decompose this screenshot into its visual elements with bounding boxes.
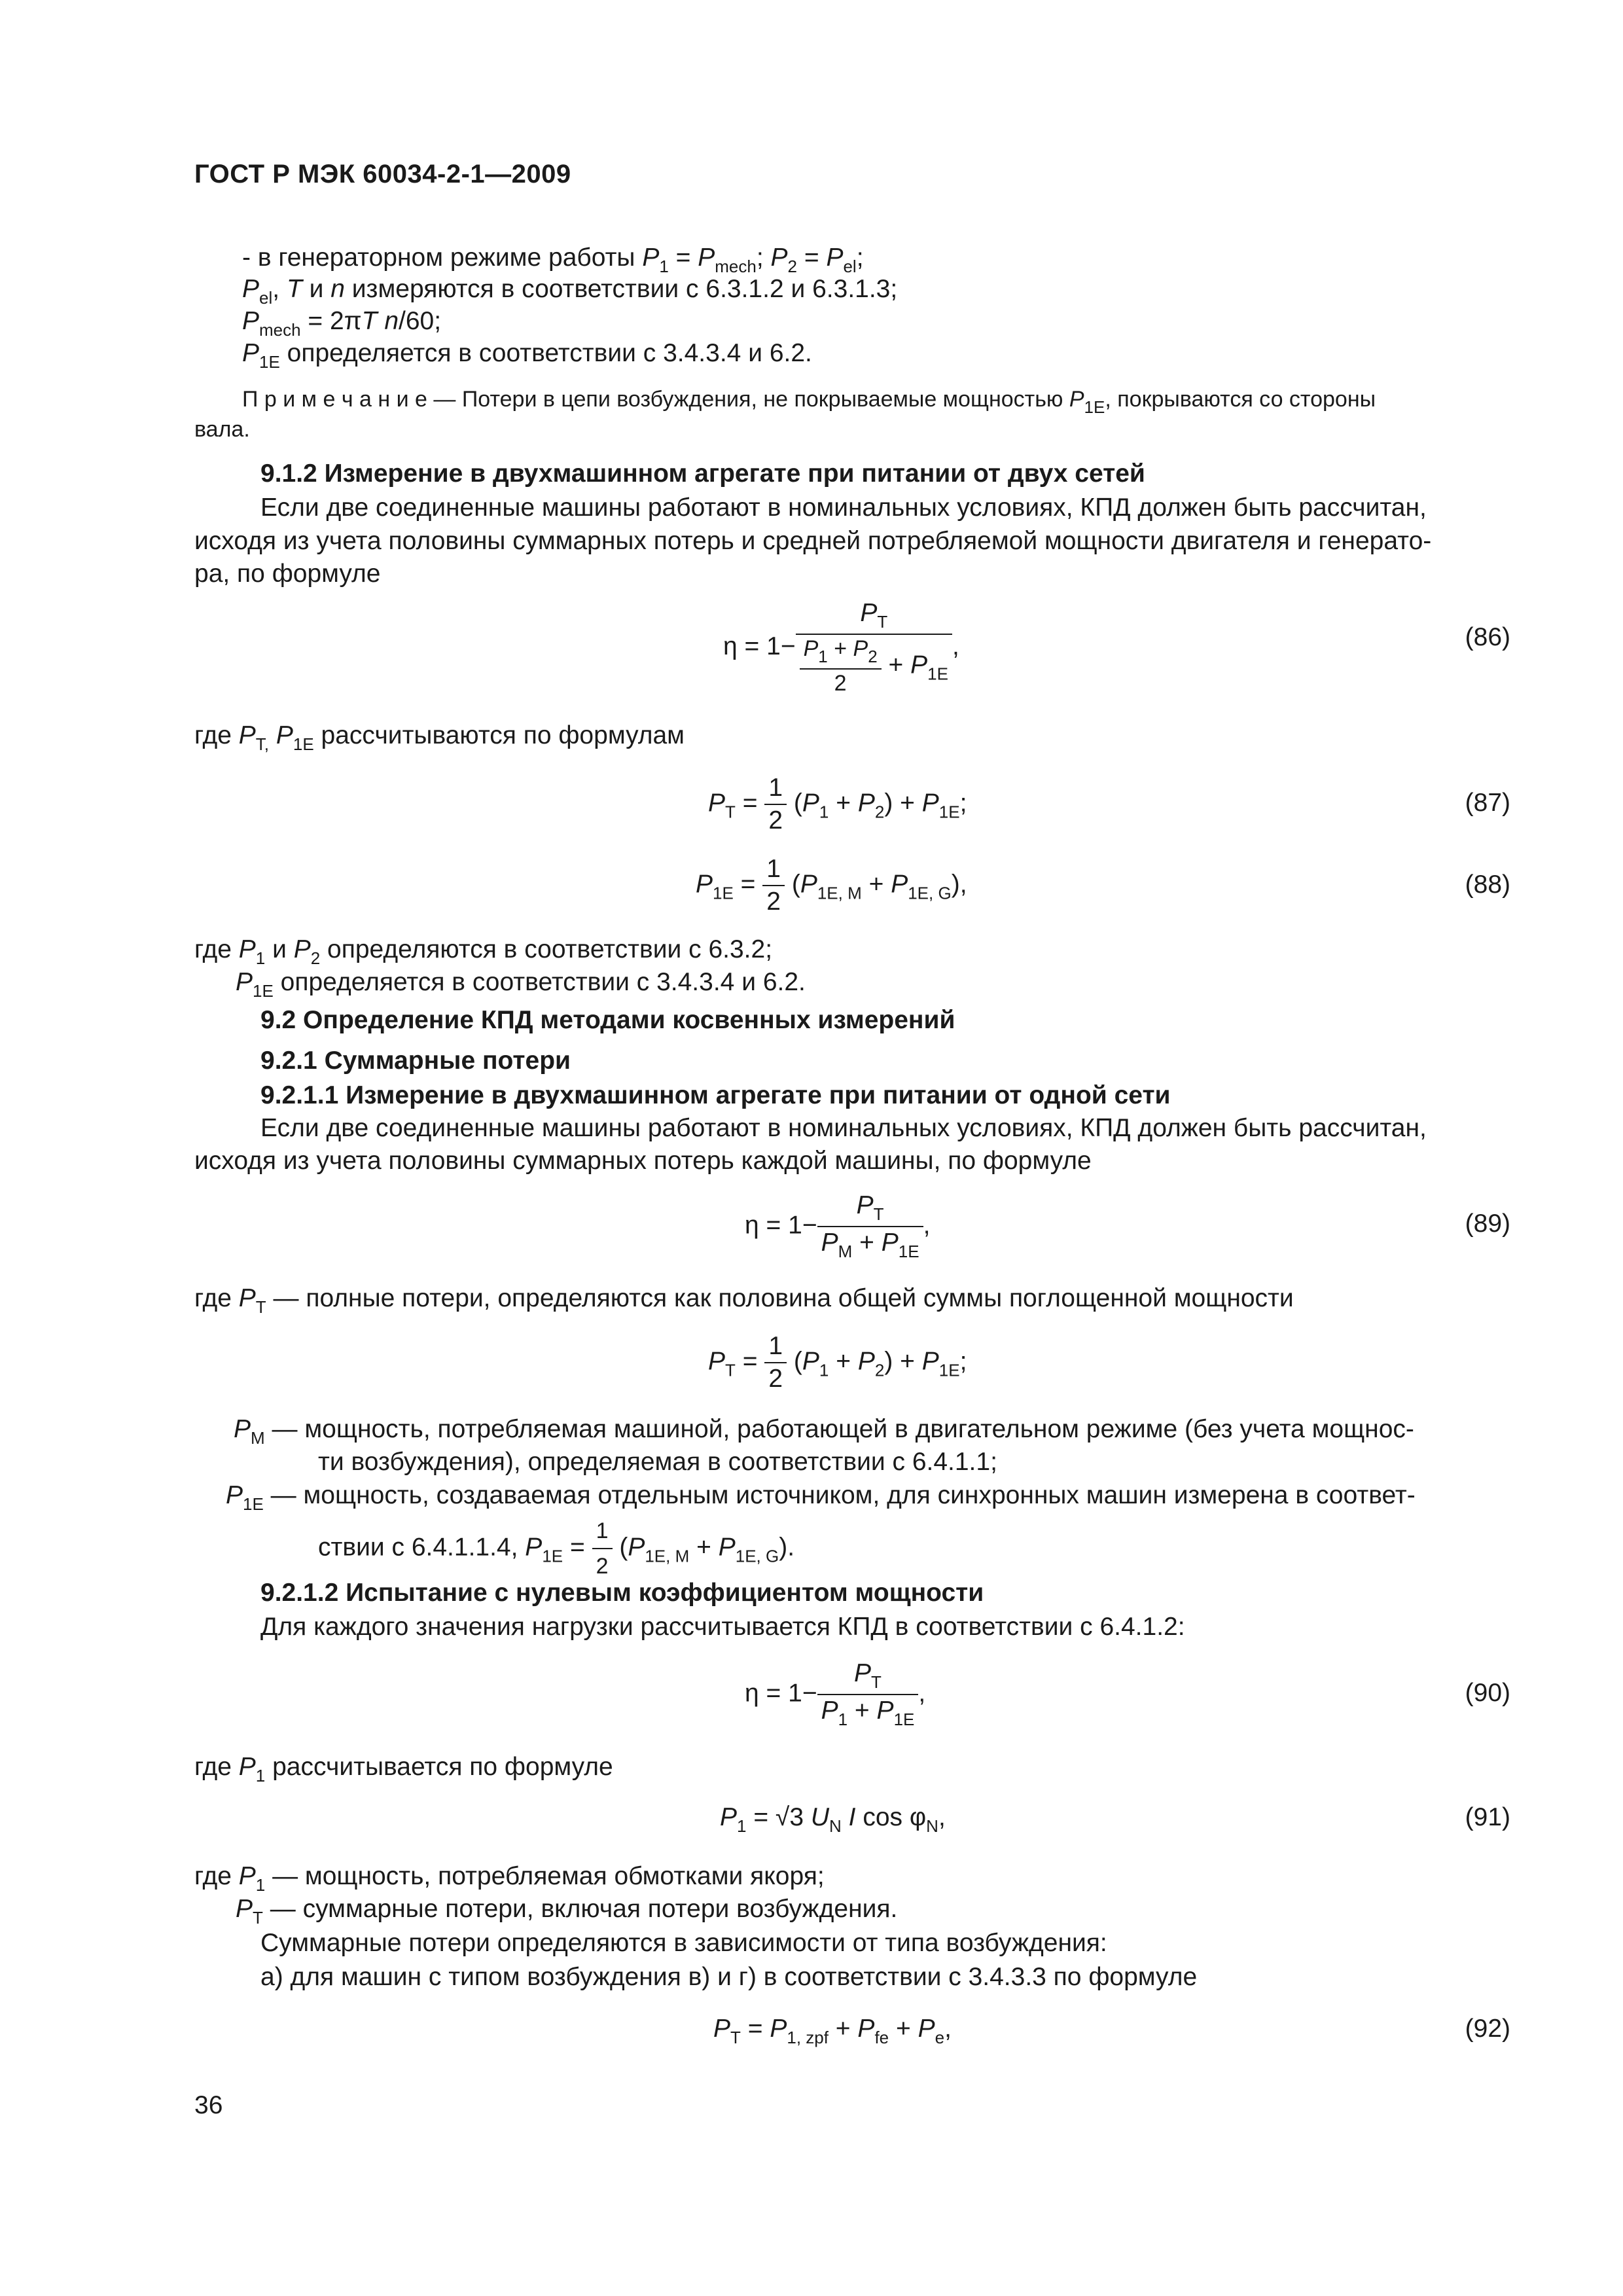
text-line: где $P_1$ и $P_2$ определяются в соответствии с 6.3.2; (194, 935, 773, 968)
text-line: - в генераторном режиме работы $P_1 = P_{mech}$; $P_2 = P_{el}$; (242, 243, 864, 276)
equation-91: $P_1 = √3$ $U_N$ I $\cos \varphi_N$, (720, 1803, 946, 1836)
equation-number: (89) (1465, 1210, 1510, 1238)
paragraph-line: исходя из учета половины суммарных потерь и средней потребляемой мощности двигателя и генерато- (194, 527, 1432, 555)
section-heading-9-1-2: 9.1.2 Измерение в двухмашинном агрегате при питании от двух сетей (260, 459, 1145, 488)
text-line: ти возбуждения), определяемая в соответствии с 6.4.1.1; (318, 1448, 997, 1476)
section-heading-9-2: 9.2 Определение КПД методами косвенных измерений (260, 1006, 955, 1034)
text-line: $P_T$ — суммарные потери, включая потери возбуждения. (236, 1895, 898, 1928)
equation-number: (90) (1465, 1679, 1510, 1707)
text-line: $P_{el}$, T и n измеряются в соответствии с 6.3.1.2 и 6.3.1.3; (242, 275, 898, 308)
section-heading-9-2-1: 9.2.1 Суммарные потери (260, 1047, 571, 1075)
paragraph-line: Если две соединенные машины работают в номинальных условиях, КПД должен быть рассчитан, (260, 1114, 1427, 1142)
paragraph-line: а) для машин с типом возбуждения в) и г) в соответствии с 3.4.3.3 по формуле (260, 1963, 1198, 1991)
paragraph-line: ра, по формуле (194, 560, 381, 588)
equation-88: $P_{1E}$ = $\frac{1}{2}$ $(P_{1E, M} + P_{1E, G})$, (696, 855, 967, 916)
paragraph-line: Если две соединенные машины работают в номинальных условиях, КПД должен быть рассчитан, (260, 493, 1427, 522)
text-line: где $P_{T,}$ $P_{1E}$ рассчитываются по формулам (194, 721, 685, 754)
paragraph-line: Суммарные потери определяются в зависимости от типа возбуждения: (260, 1929, 1107, 1957)
page-number: 36 (194, 2091, 223, 2119)
text-line: ствии с 6.4.1.1.4, $P_{1E}$ = $\frac{1}{2}$ $(P_{1E, M} + P_{1E, G})$. (318, 1515, 794, 1582)
text-line: $P_{1E}$ определяется в соответствии с 3.4.3.4 и 6.2. (242, 339, 812, 372)
equation-92: $P_T = P_{1, zpf} + P_{fe} + P_e$, (713, 2015, 952, 2047)
equation-number: (87) (1465, 789, 1510, 817)
equation-number: (92) (1465, 2015, 1510, 2043)
paragraph-line: исходя из учета половины суммарных потерь каждой машины, по формуле (194, 1147, 1092, 1175)
equation-87: $P_T$ = $\frac{1}{2}$ $(P_1 + P_2) + P_{1E}$; (708, 774, 967, 834)
equation-pt: $P_T$ = $\frac{1}{2}$ $(P_1 + P_2) + P_{1E}$; (708, 1332, 967, 1393)
equation-number: (88) (1465, 870, 1510, 899)
section-heading-9-2-1-2: 9.2.1.2 Испытание с нулевым коэффициентом мощности (260, 1579, 984, 1607)
equation-number: (91) (1465, 1803, 1510, 1831)
equation-86: η = 1− $P_T$ $\frac{P_1 + P_2}{2}$ + $P_{1E}$ , (723, 599, 959, 696)
definition-p1e: $P_{1E}$ — мощность, создаваемая отдельным источником, для синхронных машин измерена в соответ- (226, 1481, 1416, 1514)
equation-90: η = 1− $\frac{P_T}{P_1 + P_{1E}}$ , (745, 1659, 926, 1729)
text-line: где $P_1$ — мощность, потребляемая обмотками якоря; (194, 1862, 825, 1895)
definition-pm: $P_M$ — мощность, потребляемая машиной, работающей в двигательном режиме (без учета мощнос- (234, 1415, 1414, 1448)
text-line: где $P_1$ рассчитывается по формуле (194, 1753, 613, 1785)
text-line: $P_{mech} = 2\pi T$ n/60; (242, 307, 442, 340)
text-line: где $P_T$ — полные потери, определяются как половина общей суммы поглощенной мощности (194, 1284, 1294, 1317)
equation-89: η = 1− $\frac{P_T}{P_M + P_{1E}}$ , (745, 1191, 931, 1261)
note-continuation: вала. (194, 417, 250, 442)
document-header: ГОСТ Р МЭК 60034-2-1—2009 (194, 160, 571, 188)
section-heading-9-2-1-1: 9.2.1.1 Измерение в двухмашинном агрегате при питании от одной сети (260, 1081, 1171, 1109)
equation-number: (86) (1465, 623, 1510, 651)
note: П р и м е ч а н и е — Потери в цепи возбуждения, не покрываемые мощностью $P_{1E}$, покрываются со стороны (242, 387, 1376, 417)
paragraph-line: Для каждого значения нагрузки рассчитывается КПД в соответствии с 6.4.1.2: (260, 1613, 1185, 1641)
text-line: $P_{1E}$ определяется в соответствии с 3.4.3.4 и 6.2. (236, 968, 806, 1001)
